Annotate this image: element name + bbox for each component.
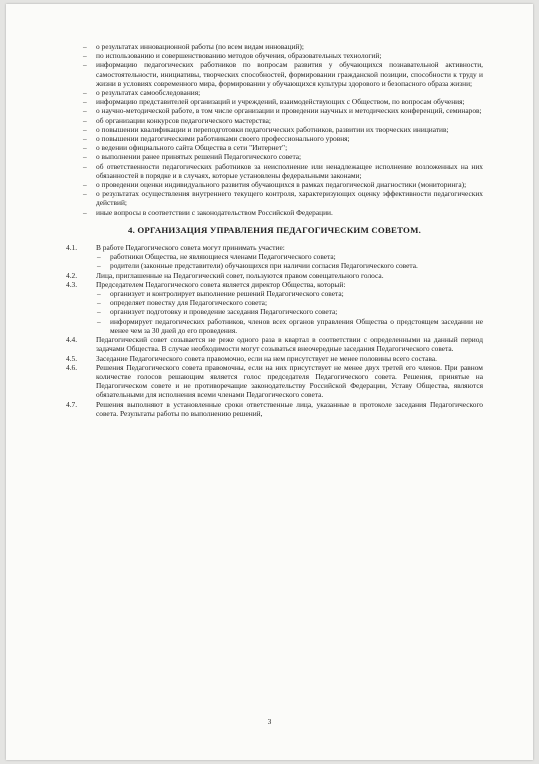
list-item: – о результатах самообследования; — [66, 88, 483, 97]
clause-text: Председателем Педагогического совета является директор Общества, который: — [96, 279, 346, 289]
clause — [66, 335, 483, 353]
list-item: – о научно-методической работе, в том числе организации и проведении научных и методических конференций, семинаров; — [66, 106, 483, 115]
clause — [66, 271, 483, 280]
clause-text: Лица, приглашенные на Педагогический совет, пользуются правом совещательного голоса. — [96, 270, 384, 280]
clause-list-item: – организует и контролирует выполнение решений Педагогического совета; — [96, 289, 483, 298]
clause-text: Решения Педагогического совета правомочны, если на них присутствует не менее двух третей его членов. При равном количестве голосов решающим является голос председателя Педагогического совета. Решения, принятые на Педагогическом совете и не противоречащие законодательству Российской Федерации, Уставу Общества, являются обязательными для исполнения всеми членами Педагогического совета. — [96, 362, 483, 400]
agenda-list — [66, 42, 483, 217]
clause-list-item: – определяет повестку для Педагогического совета; — [96, 298, 483, 307]
clause-text: Решения выполняют в установленные сроки ответственные лица, указанные в протоколе заседания Педагогического совета. Результаты работы по выполнению решений, — [96, 399, 483, 418]
list-item: – об ответственности педагогических работников за неисполнение или ненадлежащее исполнение возложенных на них обязанностей в порядке и в случаях, которые установлены федеральными законами; — [66, 162, 483, 180]
clause-list — [66, 243, 483, 418]
list-item: – информацию представителей организаций и учреждений, взаимодействующих с Обществом, по вопросам обучения; — [66, 97, 483, 106]
list-item: – о повышении педагогическими работниками своего профессионального уровня; — [66, 134, 483, 143]
list-item: – о результатах осуществления внутреннего текущего контроля, характеризующих оценку эффективности педагогических действий; — [66, 189, 483, 207]
clause-number: 4.7. — [66, 399, 78, 409]
clause — [66, 354, 483, 363]
clause-number: 4.5. — [66, 353, 78, 363]
clause-number: 4.1. — [66, 243, 78, 253]
clause-list-item: – организует подготовку и проведение заседания Педагогического совета; — [96, 307, 483, 316]
list-item: – информацию педагогических работников по вопросам развития у обучающихся познавательной активности, самостоятельности, инициативы, творческих способностей, формировании гражданской позиции, способности к труду и жизни в условиях современного мира, формировании у обучающихся культуры здорового и безопасного образа жизни; — [66, 60, 483, 88]
list-item: – о результатах инновационной работы (по всем видам инноваций); — [66, 42, 483, 51]
list-item: – о проведении оценки индивидуального развития обучающихся в рамках педагогической диагностики (мониторинга); — [66, 180, 483, 189]
clause — [66, 280, 483, 335]
list-item: – о повышении квалификации и переподготовки педагогических работников, развитии их творческих инициатив; — [66, 125, 483, 134]
clause — [66, 243, 483, 271]
clause-number: 4.3. — [66, 279, 78, 289]
list-item: – об организации конкурсов педагогического мастерства; — [66, 116, 483, 125]
clause-number: 4.4. — [66, 335, 78, 345]
clause-list-item: – родители (законные представители) обучающихся при наличии согласия Педагогического совета. — [96, 261, 483, 270]
list-item: – о выполнении ранее принятых решений Педагогического совета; — [66, 152, 483, 161]
list-item: – о ведении официального сайта Общества в сети "Интернет"; — [66, 143, 483, 152]
clause-text: Заседание Педагогического совета правомочно, если на нем присутствует не менее половины всего состава. — [96, 353, 437, 363]
clause-list-item: – информирует педагогических работников, членов всех органов управления Общества о предстоящем заседании не менее чем за 30 дней до его проведения. — [96, 317, 483, 335]
section-heading: 4. ОРГАНИЗАЦИЯ УПРАВЛЕНИЯ ПЕДАГОГИЧЕСКИМ СОВЕТОМ. — [127, 224, 421, 235]
clause-text: Педагогический совет созывается не реже одного раза в квартал в соответствии с определенными на данный период задачами Общества. В случае необходимости могут созываться внеочередные заседания Педагогического совета. — [96, 335, 483, 354]
page-number: 3 — [267, 717, 272, 726]
list-item: – иные вопросы в соответствии с законодательством Российской Федерации. — [66, 208, 483, 217]
clause-text: В работе Педагогического совета могут принимать участие: — [96, 243, 285, 253]
clause — [66, 400, 483, 418]
clause-list-item: – работники Общества, не являющиеся членами Педагогического совета; — [96, 252, 483, 261]
clause — [66, 363, 483, 400]
list-item: – по использованию и совершенствованию методов обучения, образовательных технологий; — [66, 51, 483, 60]
document-page — [6, 4, 533, 760]
page-text — [66, 42, 483, 418]
clause-number: 4.2. — [66, 270, 78, 280]
clause-number: 4.6. — [66, 362, 78, 372]
